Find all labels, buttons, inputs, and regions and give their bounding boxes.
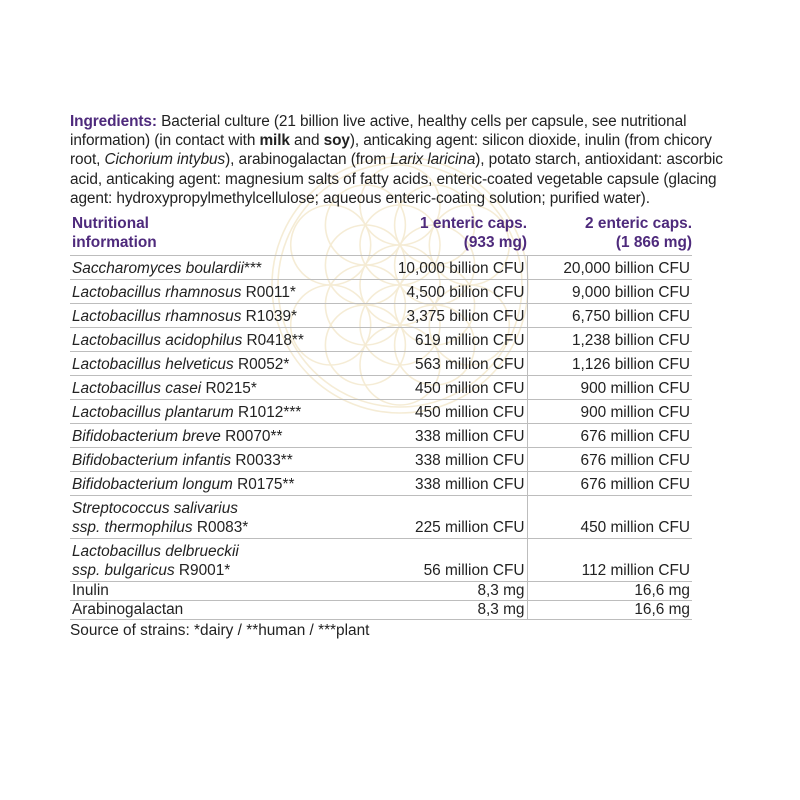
header-text: (1 866 mg)	[615, 234, 692, 252]
strain-code: R9001*	[174, 562, 231, 580]
strain-code: R0011*	[241, 284, 296, 302]
ingredient-name: Inulin	[70, 582, 362, 601]
strain-name	[70, 496, 362, 539]
species-name: Bifidobacterium longum	[72, 476, 233, 494]
strain-name	[70, 376, 362, 400]
ingredient-name: Arabinogalactan	[70, 601, 362, 620]
value-two-capsules: 20,000 billion CFU	[527, 256, 692, 280]
value-two-capsules: 16,6 mg	[527, 582, 692, 601]
value-one-capsule: 4,500 billion CFU	[362, 280, 527, 304]
species-name: Lactobacillus rhamnosus	[72, 308, 242, 326]
table-row	[70, 304, 692, 328]
species-name: Lactobacillus helveticus	[72, 356, 234, 374]
species-name: Lactobacillus acidophilus	[72, 332, 243, 350]
value-one-capsule: 8,3 mg	[362, 582, 527, 601]
strain-name	[70, 424, 362, 448]
value-two-capsules: 900 million CFU	[527, 376, 692, 400]
table-header	[70, 214, 692, 256]
value-two-capsules: 16,6 mg	[527, 601, 692, 620]
value-one-capsule: 56 million CFU	[362, 539, 527, 582]
species-name: Lactobacillus plantarum	[72, 404, 234, 422]
ingredients-text: and	[289, 132, 324, 150]
value-two-capsules: 112 million CFU	[527, 539, 692, 582]
latin-name: Larix laricina	[390, 151, 476, 169]
strain-name	[70, 304, 362, 328]
value-one-capsule: 8,3 mg	[362, 601, 527, 620]
strain-name	[70, 448, 362, 472]
ingredients-label: Ingredients:	[70, 113, 157, 130]
header-text: Nutritional	[72, 215, 149, 233]
header-nutritional-information	[70, 214, 362, 256]
header-text: (933 mg)	[463, 234, 527, 252]
table-row	[70, 352, 692, 376]
table-row	[70, 582, 692, 601]
value-one-capsule: 450 million CFU	[362, 376, 527, 400]
strain-code: R0083*	[192, 519, 249, 537]
header-text: 1 enteric caps.	[420, 215, 527, 233]
value-one-capsule: 563 million CFU	[362, 352, 527, 376]
table-row	[70, 601, 692, 620]
value-two-capsules: 1,238 billion CFU	[527, 328, 692, 352]
value-two-capsules: 676 million CFU	[527, 424, 692, 448]
table-row	[70, 424, 692, 448]
latin-name: Cichorium intybus	[104, 151, 226, 169]
nutrition-table	[70, 214, 692, 620]
header-two-capsules	[527, 214, 692, 256]
value-two-capsules: 1,126 billion CFU	[527, 352, 692, 376]
species-name: Lactobacillus delbrueckii	[72, 543, 239, 561]
table-row	[70, 448, 692, 472]
strain-code: R0175**	[232, 476, 295, 494]
value-one-capsule: 450 million CFU	[362, 400, 527, 424]
value-one-capsule: 10,000 billion CFU	[362, 256, 527, 280]
value-two-capsules: 9,000 billion CFU	[527, 280, 692, 304]
header-text: information	[72, 234, 157, 252]
value-two-capsules: 676 million CFU	[527, 472, 692, 496]
strain-name	[70, 256, 362, 280]
allergen-soy: soy	[323, 132, 350, 150]
species-name: Streptococcus salivarius	[72, 500, 238, 518]
strain-code: R0033**	[231, 452, 293, 470]
strain-code: R0052*	[233, 356, 290, 374]
table-row	[70, 472, 692, 496]
value-one-capsule: 225 million CFU	[362, 496, 527, 539]
allergen-milk: milk	[259, 132, 290, 150]
species-name: Bifidobacterium infantis	[72, 452, 232, 470]
table-row	[70, 400, 692, 424]
value-two-capsules: 900 million CFU	[527, 400, 692, 424]
value-one-capsule: 338 million CFU	[362, 424, 527, 448]
value-two-capsules: 676 million CFU	[527, 448, 692, 472]
table-row	[70, 328, 692, 352]
strain-name	[70, 328, 362, 352]
value-one-capsule: 338 million CFU	[362, 472, 527, 496]
subspecies-name: ssp. thermophilus	[72, 519, 193, 537]
table-row	[70, 280, 692, 304]
species-name: Saccharomyces boulardii	[72, 260, 244, 278]
value-one-capsule: 338 million CFU	[362, 448, 527, 472]
species-name: Lactobacillus rhamnosus	[72, 284, 242, 302]
ingredients-paragraph	[70, 112, 730, 208]
species-name: Lactobacillus casei	[72, 380, 202, 398]
species-name: Bifidobacterium breve	[72, 428, 221, 446]
ingredients-text: ), potato starch, antioxidant: ascorbic acid, anticaking agent: magnesium salts of fatty acids, enteric-coated vegetable capsule (glacing agent: hydroxypropylmethylcellulose; aqueous enteric-coating solution; purified water).	[70, 151, 723, 207]
table-row	[70, 539, 692, 582]
table-row	[70, 256, 692, 280]
value-two-capsules: 450 million CFU	[527, 496, 692, 539]
table-row	[70, 496, 692, 539]
header-one-capsule	[362, 214, 527, 256]
ingredients-text: ), anticaking agent: silicon dioxide, inulin (from chicory root,	[70, 132, 712, 169]
strain-code: R0070**	[220, 428, 283, 446]
table-row	[70, 376, 692, 400]
value-two-capsules: 6,750 billion CFU	[527, 304, 692, 328]
ingredients-text: Bacterial culture (21 billion live active, healthy cells per capsule, see nutritional information) (in contact with	[70, 113, 687, 150]
strain-code: R1012***	[233, 404, 302, 422]
strain-name	[70, 472, 362, 496]
value-one-capsule: 619 million CFU	[362, 328, 527, 352]
ingredients-text: ), arabinogalactan (from	[225, 151, 391, 169]
value-one-capsule: 3,375 billion CFU	[362, 304, 527, 328]
strain-name	[70, 352, 362, 376]
strain-code: R0418**	[242, 332, 304, 350]
strain-code: R1039*	[241, 308, 298, 326]
label-content	[70, 112, 730, 640]
subspecies-name: ssp. bulgaricus	[72, 562, 175, 580]
strain-name	[70, 539, 362, 582]
header-text: 2 enteric caps.	[585, 215, 692, 233]
strain-name	[70, 400, 362, 424]
strain-code: ***	[243, 260, 262, 278]
source-note: Source of strains: *dairy / **human / ***plant	[70, 622, 370, 640]
strain-name	[70, 280, 362, 304]
strain-code: R0215*	[201, 380, 257, 398]
